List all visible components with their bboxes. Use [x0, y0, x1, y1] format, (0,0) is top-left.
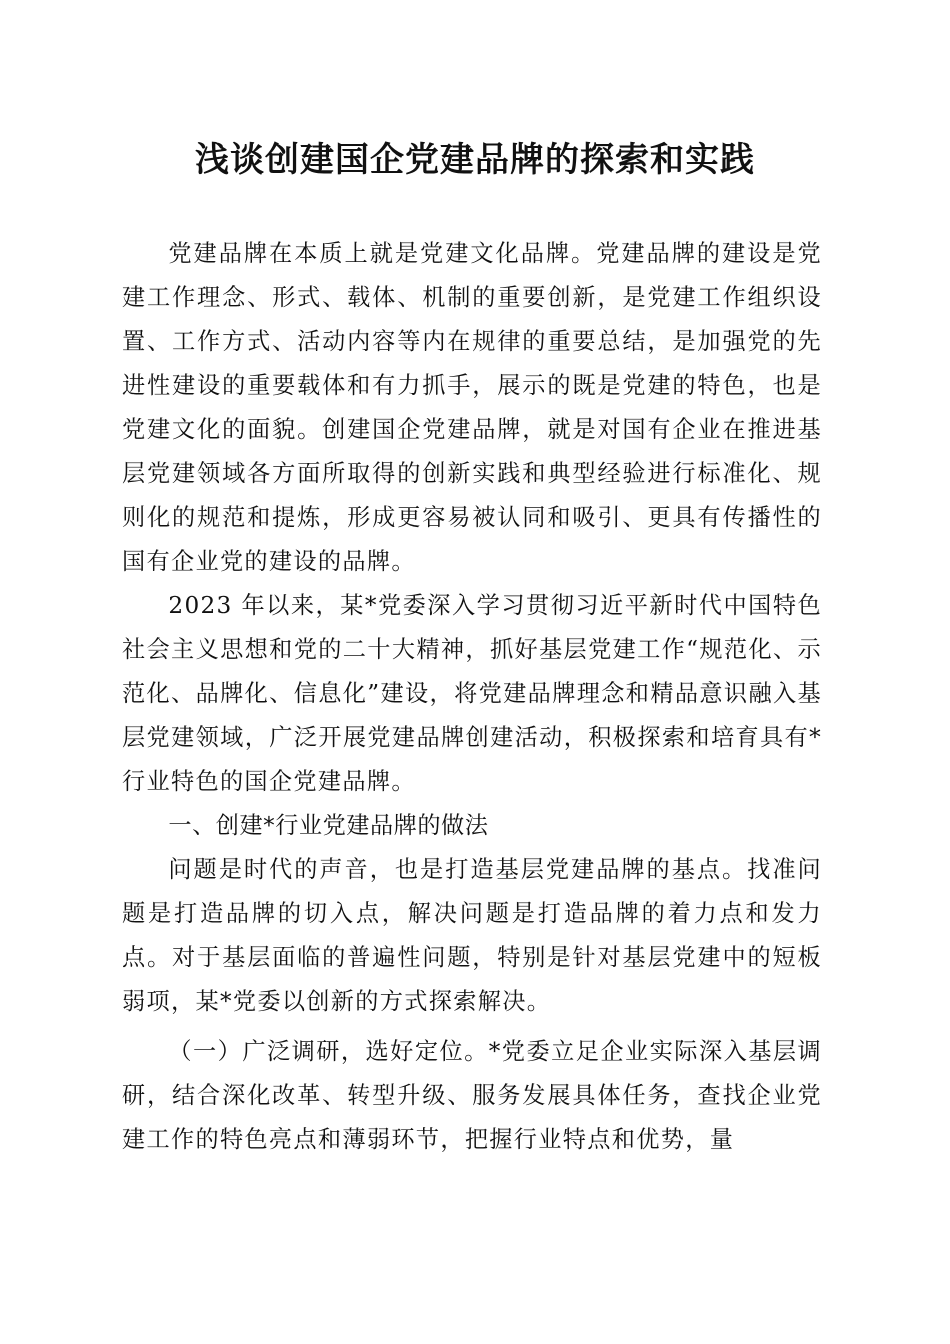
section-heading: 一、创建*行业党建品牌的做法 [168, 812, 489, 839]
section-paragraph: 问题是时代的声音，也是打造基层党建品牌的基点。找准问题是打造品牌的切入点，解决问题是打造品牌的着力点和发力点。对于基层面临的普遍性问题，特别是针对基层党建中的短板弱项，某*党委以创新的方式探索解决。 [122, 856, 822, 1015]
subsection-lead: （一）广泛调研，选好定位。 [168, 1038, 489, 1065]
background-paragraph: 2023 年以来，某*党委深入学习贯彻习近平新时代中国特色社会主义思想和党的二十大精神，抓好基层党建工作“规范化、示范化、品牌化、信息化”建设，将党建品牌理念和精品意识融入基层党建领域，广泛开展党建品牌创建活动，积极探索和培育具有*行业特色的国企党建品牌。 [122, 592, 822, 795]
subsection-paragraph [122, 1030, 822, 1162]
document-body [122, 232, 822, 1162]
document-title: 浅谈创建国企党建品牌的探索和实践 [195, 140, 755, 180]
intro-paragraph: 党建品牌在本质上就是党建文化品牌。党建品牌的建设是党建工作理念、形式、载体、机制的重要创新，是党建工作组织设置、工作方式、活动内容等内在规律的重要总结，是加强党的先进性建设的重要载体和有力抓手，展示的既是党建的特色，也是党建文化的面貌。创建国企党建品牌，就是对国有企业在推进基层党建领域各方面所取得的创新实践和典型经验进行标准化、规则化的规范和提炼，形成更容易被认同和吸引、更具有传播性的国有企业党的建设的品牌。 [122, 240, 822, 575]
subsection-text: *党委立足企业实际深入基层调研，结合深化改革、转型升级、服务发展具体任务，查找企业党建工作的特色亮点和薄弱环节，把握行业特点和优势，量 [122, 1038, 822, 1153]
